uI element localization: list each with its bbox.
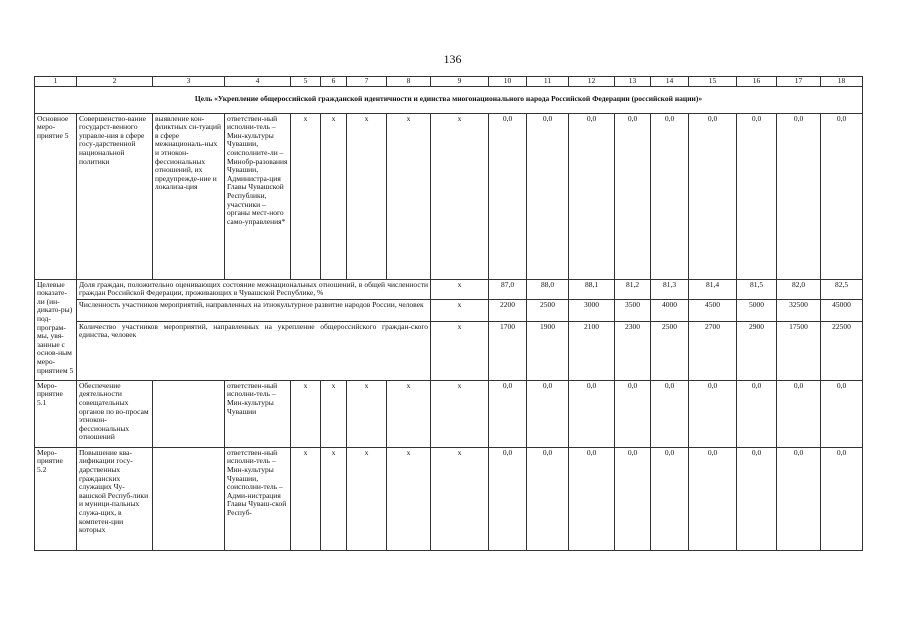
col-number: 16 — [737, 77, 777, 87]
x-cell: x — [321, 447, 347, 550]
value-cell: 0,0 — [615, 447, 651, 550]
x-cell: x — [387, 113, 431, 279]
col-number: 5 — [291, 77, 321, 87]
value-cell: 0,0 — [651, 113, 689, 279]
col-number: 4 — [225, 77, 291, 87]
x-cell: x — [387, 380, 431, 447]
value-cell: 45000 — [821, 299, 863, 321]
value-cell: 4500 — [689, 299, 737, 321]
value-cell: 0,0 — [821, 447, 863, 550]
x-cell: x — [321, 113, 347, 279]
page-number: 136 — [443, 52, 462, 66]
goal-title: Цель «Укрепление общероссийской гражданской идентичности и единства многонационального народа Российской Федерации (российской нации)» — [35, 86, 863, 113]
table-row — [35, 279, 863, 299]
x-cell: x — [431, 447, 489, 550]
value-cell: 0,0 — [689, 380, 737, 447]
indicator-text: Численность участников мероприятий, направленных на этнокультурное развитие народов России, человек — [77, 299, 431, 321]
activity-title: Совершенство-вание государст-венного управле-ния в сфере госу-дарственной национальной политики — [77, 113, 153, 279]
value-cell: 0,0 — [689, 447, 737, 550]
value-cell: 2100 — [569, 321, 615, 380]
x-cell: x — [291, 113, 321, 279]
value-cell: 1700 — [489, 321, 527, 380]
activity-executor: ответствен-ный исполни-тель – Мин-культуры Чувашии, соисполни-тель – Адми-нистрация Главы Чуваш-ской Респуб- — [225, 447, 291, 550]
x-cell: x — [291, 447, 321, 550]
indicator-text: Количество участников мероприятий, направленных на укрепление общероссийского граждан-ского единства, человек — [77, 321, 431, 380]
value-cell: 81,4 — [689, 279, 737, 299]
value-cell: 0,0 — [777, 447, 821, 550]
value-cell: 17500 — [777, 321, 821, 380]
value-cell: 2500 — [651, 321, 689, 380]
value-cell: 88,0 — [527, 279, 569, 299]
value-cell: 0,0 — [777, 113, 821, 279]
x-cell: x — [347, 447, 387, 550]
x-cell: x — [431, 380, 489, 447]
goal-row — [35, 86, 863, 113]
col-number: 9 — [431, 77, 489, 87]
table-row — [35, 380, 863, 447]
value-cell: 81,5 — [737, 279, 777, 299]
value-cell: 0,0 — [569, 113, 615, 279]
col-number: 13 — [615, 77, 651, 87]
value-cell: 0,0 — [615, 113, 651, 279]
value-cell: 0,0 — [737, 380, 777, 447]
x-cell: x — [431, 321, 489, 380]
col-number: 12 — [569, 77, 615, 87]
value-cell: 32500 — [777, 299, 821, 321]
activity-result — [153, 447, 225, 550]
table-row — [35, 113, 863, 279]
value-cell: 0,0 — [821, 113, 863, 279]
activity-title: Повышение ква-лификации госу-дарственных гражданских служащих Чу-вашской Респуб-лики и муници-пальных служа-щих, в компетен-ции которых — [77, 447, 153, 550]
value-cell: 0,0 — [569, 447, 615, 550]
x-cell: x — [431, 279, 489, 299]
value-cell: 87,0 — [489, 279, 527, 299]
value-cell: 2700 — [689, 321, 737, 380]
activity-name: Меро-приятие 5.2 — [35, 447, 77, 550]
value-cell: 81,3 — [651, 279, 689, 299]
x-cell: x — [347, 113, 387, 279]
x-cell: x — [347, 380, 387, 447]
value-cell: 2300 — [615, 321, 651, 380]
value-cell: 1900 — [527, 321, 569, 380]
activity-name: Меро-приятие 5.1 — [35, 380, 77, 447]
activity-executor: ответствен-ный исполни-тель – Мин-культуры Чувашии — [225, 380, 291, 447]
table-row — [35, 447, 863, 550]
activity-title: Обеспечение деятельности совещательных органов по во-просам этнокон-фессиональных отношений — [77, 380, 153, 447]
value-cell: 0,0 — [777, 380, 821, 447]
value-cell: 0,0 — [651, 380, 689, 447]
col-number: 18 — [821, 77, 863, 87]
table-row — [35, 321, 863, 380]
table-row — [35, 299, 863, 321]
value-cell: 5000 — [737, 299, 777, 321]
program-table — [34, 76, 863, 551]
value-cell: 0,0 — [737, 113, 777, 279]
value-cell: 0,0 — [527, 113, 569, 279]
col-number: 15 — [689, 77, 737, 87]
value-cell: 0,0 — [821, 380, 863, 447]
value-cell: 3000 — [569, 299, 615, 321]
value-cell: 0,0 — [489, 447, 527, 550]
x-cell: x — [291, 380, 321, 447]
value-cell: 2500 — [527, 299, 569, 321]
indicator-text: Доля граждан, положительно оценивающих состояние межнациональных отношений, в общей численности граждан Российской Федерации, проживающих в Чувашской Республике, % — [77, 279, 431, 299]
activity-name: Основное меро-приятие 5 — [35, 113, 77, 279]
x-cell: x — [431, 113, 489, 279]
targets-label: Целевые показате-ли (ин-дикато-ры) под-програм-мы, увя-занные с основ-ным меро-приятием 5 — [35, 279, 77, 380]
x-cell: x — [431, 299, 489, 321]
x-cell: x — [387, 447, 431, 550]
value-cell: 22500 — [821, 321, 863, 380]
value-cell: 81,2 — [615, 279, 651, 299]
activity-result — [153, 380, 225, 447]
value-cell: 0,0 — [689, 113, 737, 279]
col-number: 8 — [387, 77, 431, 87]
value-cell: 0,0 — [527, 447, 569, 550]
col-number: 7 — [347, 77, 387, 87]
value-cell: 0,0 — [615, 380, 651, 447]
value-cell: 0,0 — [737, 447, 777, 550]
col-number: 17 — [777, 77, 821, 87]
value-cell: 4000 — [651, 299, 689, 321]
value-cell: 0,0 — [527, 380, 569, 447]
value-cell: 2900 — [737, 321, 777, 380]
col-number: 2 — [77, 77, 153, 87]
value-cell: 82,0 — [777, 279, 821, 299]
col-number: 10 — [489, 77, 527, 87]
value-cell: 2200 — [489, 299, 527, 321]
col-number: 14 — [651, 77, 689, 87]
value-cell: 3500 — [615, 299, 651, 321]
value-cell: 0,0 — [651, 447, 689, 550]
activity-result: выявление кон-фликтных си-туаций в сфере межнациональ-ных и этнокон-фессиональных отношений, их предупрежде-ние и локализа-ция — [153, 113, 225, 279]
column-number-row — [35, 77, 863, 87]
col-number: 6 — [321, 77, 347, 87]
activity-executor: ответствен-ный исполни-тель – Мин-культуры Чувашии, соисполните-ли – Минобр-разования Чувашии, Администра-ция Главы Чувашской Республики, участники – органы мест-ного само-управления* — [225, 113, 291, 279]
value-cell: 0,0 — [489, 113, 527, 279]
value-cell: 88,1 — [569, 279, 615, 299]
value-cell: 82,5 — [821, 279, 863, 299]
col-number: 3 — [153, 77, 225, 87]
col-number: 1 — [35, 77, 77, 87]
value-cell: 0,0 — [569, 380, 615, 447]
col-number: 11 — [527, 77, 569, 87]
x-cell: x — [321, 380, 347, 447]
value-cell: 0,0 — [489, 380, 527, 447]
